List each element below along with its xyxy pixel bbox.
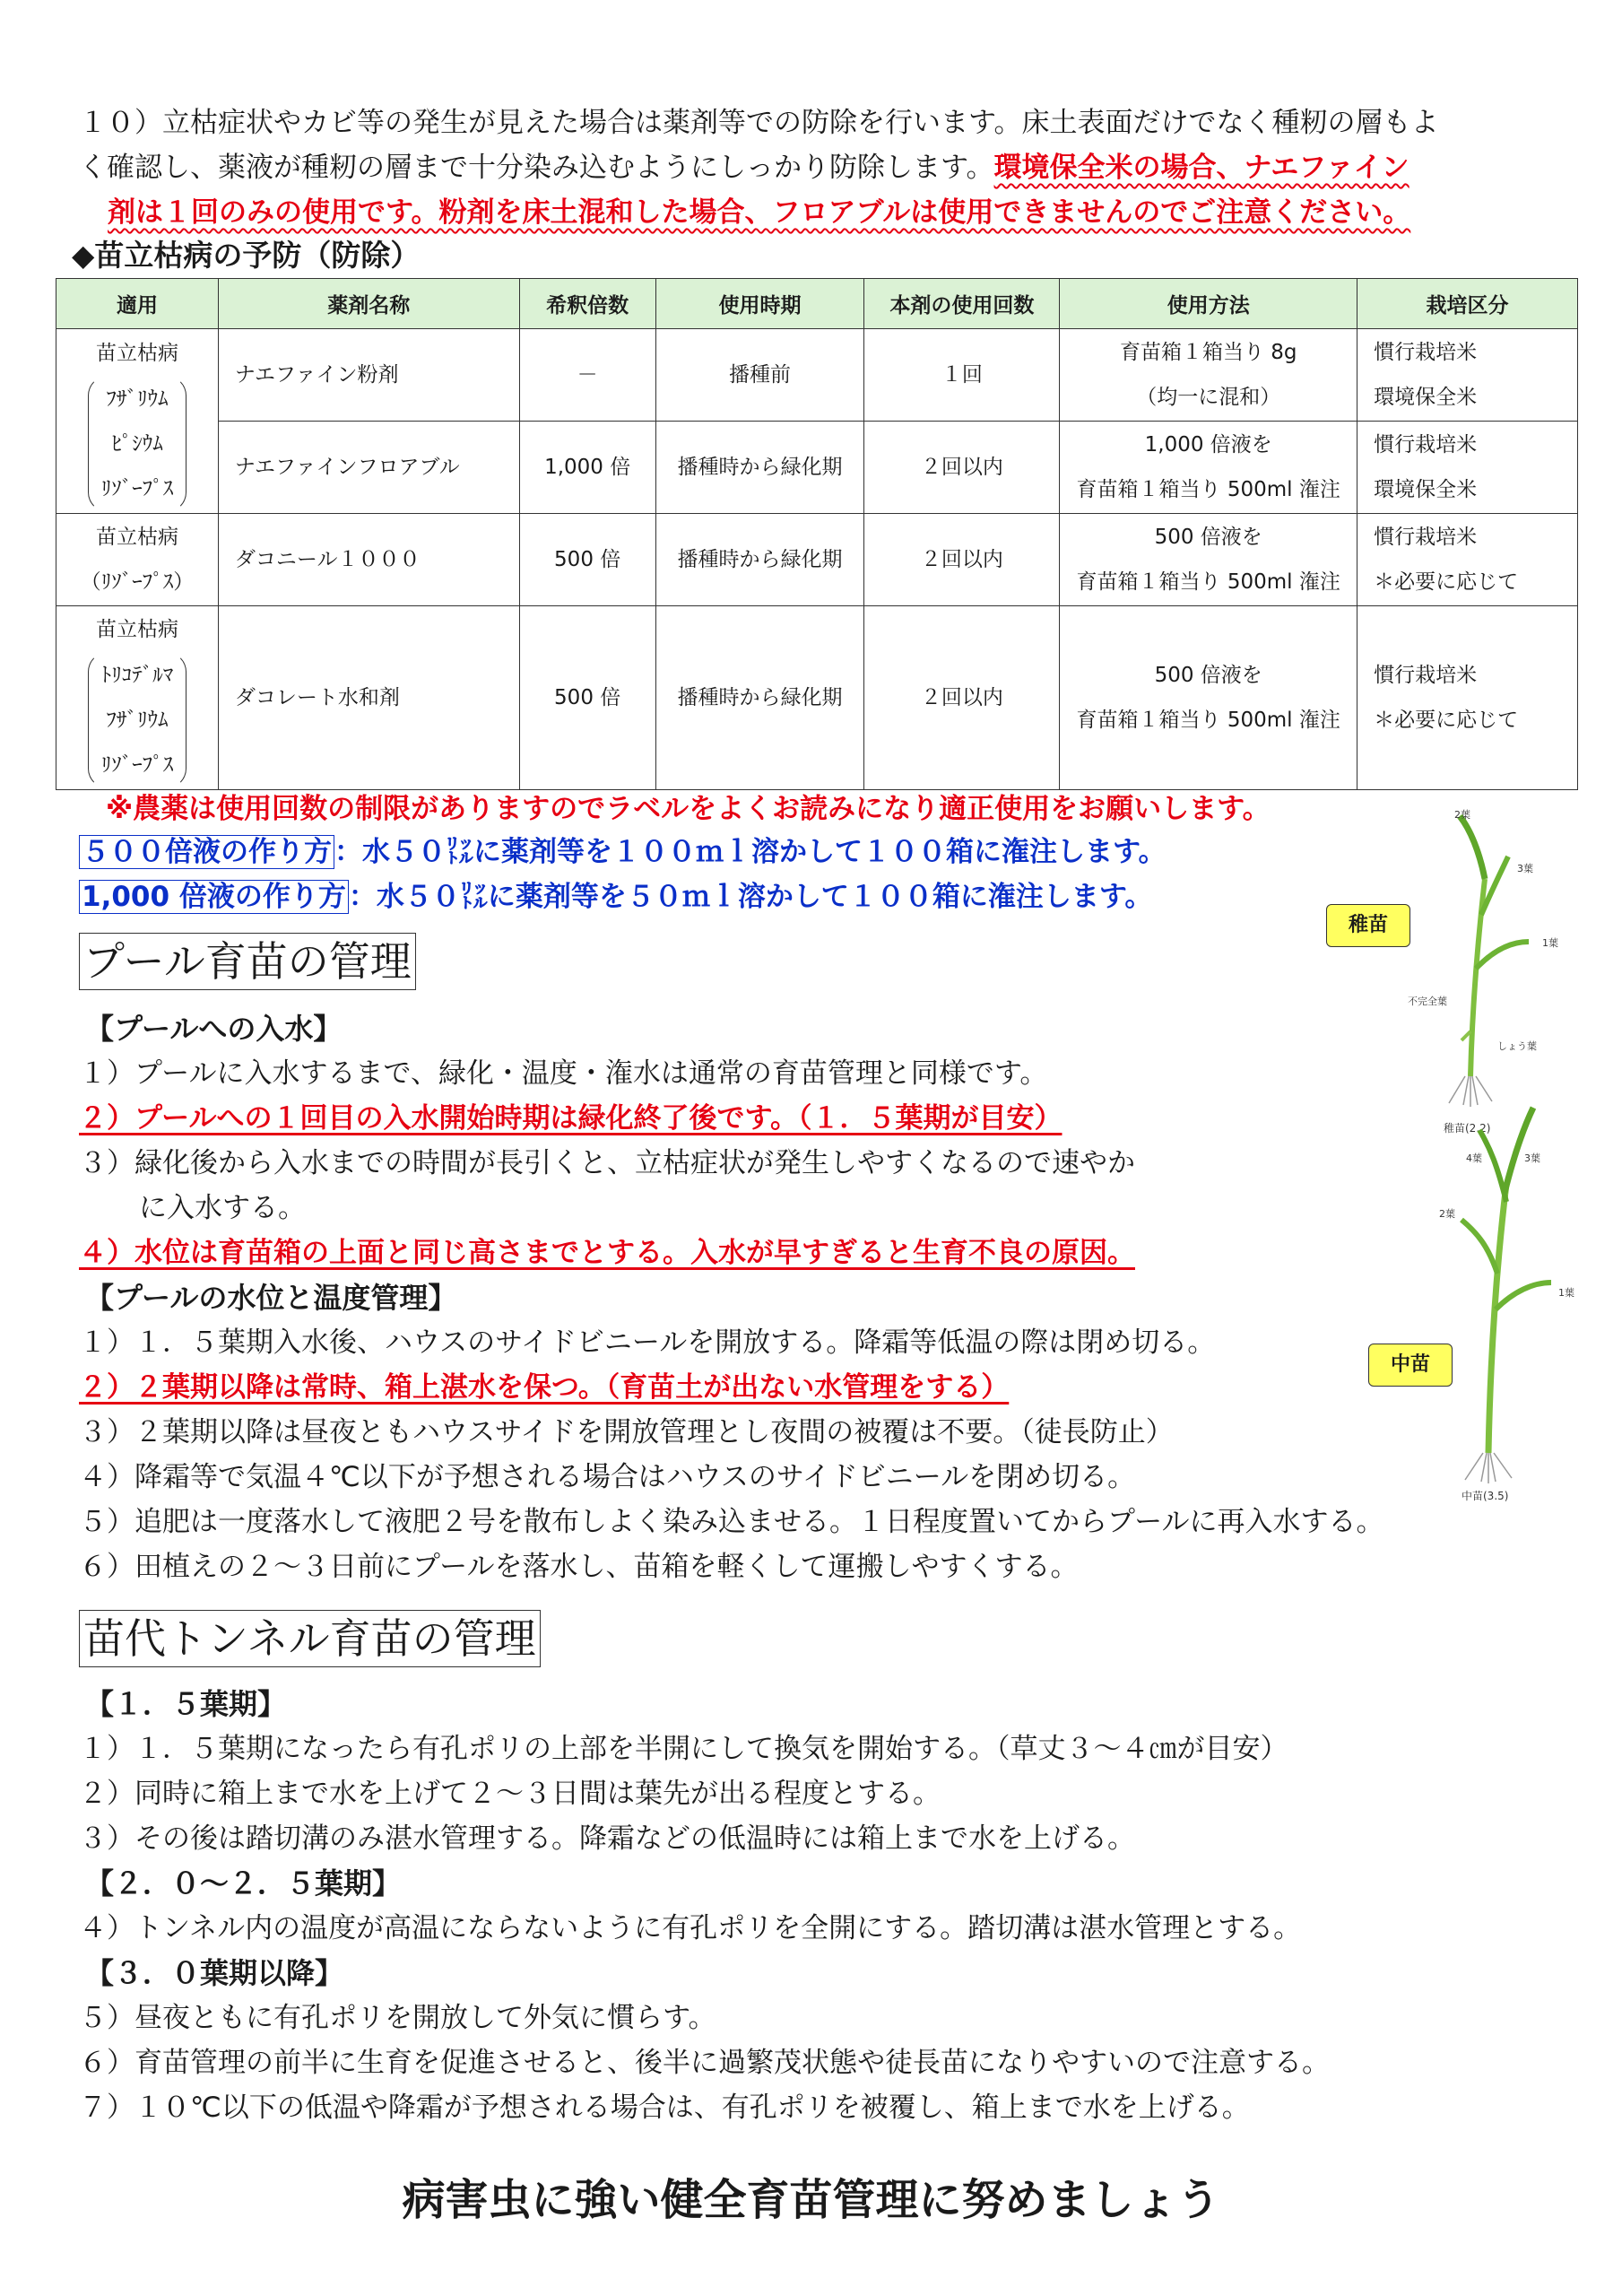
- note-500-label: ５００倍液の作り方: [79, 835, 334, 869]
- header-cell: 薬剤名称: [218, 279, 519, 329]
- usage-time: 播種時から緑化期: [655, 514, 864, 606]
- tunnel-k5: ５）昼夜ともに有孔ポリを開放して外気に慣らす。: [79, 2002, 716, 2034]
- header-cell: 使用時期: [655, 279, 864, 329]
- pool-item-3b: に入水する。: [139, 1192, 306, 1224]
- dilution: 500 倍: [519, 606, 655, 790]
- tunnel-k7: ７）１０℃以下の低温や降霜が予想される場合は、有孔ポリを被覆し、箱上まで水を上げる。: [79, 2092, 1250, 2124]
- intro-line-2a: く確認し、薬液が種籾の層まで十分染み込むようにしっかり防除します。: [79, 152, 994, 184]
- chemical-name: ナエファインフロアブル: [218, 422, 519, 514]
- note-1000: [79, 874, 1152, 919]
- pool-j1: １）１．５葉期入水後、ハウスのサイドビニールを開放する。降霜等低温の際は閉め切る。: [79, 1326, 1216, 1359]
- tunnel-k4: ４）トンネル内の温度が高温にならないように有孔ポリを全開にする。踏切溝は湛水管理とする。: [79, 1912, 1302, 1944]
- pool-j3: ３）２葉期以降は昼夜ともハウスサイドを開放管理とし夜間の被覆は不要。（徒長防止）: [79, 1416, 1174, 1448]
- svg-text:3葉: 3葉: [1524, 1152, 1540, 1164]
- note-1000-text: ：水５０㍑に薬剤等を５０ｍｌ溶かして１００箱に潅注します。: [348, 881, 1153, 913]
- pesticide-warning: ※農薬は使用回数の制限がありますのでラベルをよくお読みになり適正使用をお願いします。: [106, 793, 1271, 825]
- tunnel-sub-2-0: 【２．０～２．５葉期】: [85, 1866, 402, 1900]
- note-1000-label: 1,000 倍液の作り方: [79, 880, 349, 914]
- svg-text:不完全葉: 不完全葉: [1408, 996, 1447, 1007]
- tunnel-k2: ２）同時に箱上まで水を上げて２～３日間は葉先が出る程度とする。: [79, 1778, 941, 1810]
- intro-warning-1: 環境保全米の場合、ナエファイン: [993, 152, 1409, 184]
- header-cell: 栽培区分: [1357, 279, 1578, 329]
- young-seedling-drawing: [1408, 808, 1558, 1135]
- svg-text:4葉: 4葉: [1466, 1152, 1482, 1164]
- note-500: [79, 830, 1167, 874]
- pesticide-table: [56, 278, 1578, 790]
- tunnel-heading: 苗代トンネル育苗の管理: [79, 1610, 541, 1667]
- chemical-name: ダコレート水和剤: [218, 606, 519, 790]
- header-cell: 適用: [56, 279, 219, 329]
- pool-j5: ５）追肥は一度落水して液肥２号を散布しよく染み込ませる。１日程度置いてからプールに再入水する。: [79, 1506, 1384, 1538]
- pathogen-list: [88, 376, 187, 512]
- tunnel-k3: ３）その後は踏切溝のみ湛水管理する。降霜などの低温時には箱上まで水を上げる。: [79, 1822, 1135, 1855]
- pool-heading: プール育苗の管理: [79, 933, 416, 990]
- header-cell: 本剤の使用回数: [864, 279, 1060, 329]
- pool-item-4: ４）水位は育苗箱の上面と同じ高さまでとする。入水が早すぎると生育不良の原因。: [79, 1237, 1135, 1269]
- usage-method: 1,000 倍液を 育苗箱１箱当り 500ml 潅注: [1060, 422, 1357, 514]
- dilution: 1,000 倍: [519, 422, 655, 514]
- table-header-row: [56, 279, 1578, 329]
- svg-text:しょう葉: しょう葉: [1497, 1040, 1537, 1052]
- dilution: －: [519, 329, 655, 422]
- applicable-disease-cell: 苗立枯病 （ﾘｿﾞｰﾌﾟｽ）: [56, 514, 219, 606]
- note-500-text: ：水５０㍑に薬剤等を１００ｍｌ溶かして１００箱に潅注します。: [334, 836, 1167, 868]
- dilution: 500 倍: [519, 514, 655, 606]
- header-cell: 希釈倍数: [519, 279, 655, 329]
- pool-item-3a: ３）緑化後から入水までの時間が長引くと、立枯症状が発生しやすくなるので速やか: [79, 1147, 1135, 1179]
- svg-text:2葉: 2葉: [1454, 809, 1470, 821]
- cultivation-class: 慣行栽培米 環境保全米: [1357, 329, 1578, 422]
- footer-slogan: 病害虫に強い健全育苗管理に努めましょう: [402, 2175, 1220, 2225]
- svg-text:3葉: 3葉: [1517, 863, 1533, 874]
- cultivation-class: 慣行栽培米 ＊必要に応じて: [1357, 606, 1578, 790]
- svg-text:2葉: 2葉: [1439, 1208, 1455, 1220]
- svg-text:中苗(3.5): 中苗(3.5): [1462, 1490, 1509, 1502]
- table-row: [56, 514, 1578, 606]
- pool-j6: ６）田植えの２～３日前にプールを落水し、苗箱を軽くして運搬しやすくする。: [79, 1551, 1079, 1583]
- pathogen: ﾘｿﾞｰﾌﾟｽ: [100, 476, 174, 500]
- table-row: [56, 422, 1578, 514]
- pool-j2: ２）２葉期以降は常時、箱上湛水を保つ。（育苗土が出ない水管理をする）: [79, 1371, 1010, 1404]
- intro-warning-2: 剤は１回のみの使用です。粉剤を床土混和した場合、フロアブルは使用できませんのでご注意ください。: [108, 196, 1411, 229]
- pathogen: ﾋﾟｼｳﾑ: [111, 431, 163, 456]
- tunnel-k1: １）１．５葉期になったら有孔ポリの上部を半開にして換気を開始する。（草丈３～４㎝が目安）: [79, 1733, 1288, 1765]
- pool-sub-water-entry: 【プールへの入水】: [85, 1012, 343, 1046]
- usage-time: 播種前: [655, 329, 864, 422]
- cultivation-class: 慣行栽培米 環境保全米: [1357, 422, 1578, 514]
- pathogen: ﾌｻﾞﾘｳﾑ: [106, 387, 169, 411]
- intro-line-2: [79, 145, 1409, 190]
- chemical-name: ナエファイン粉剤: [218, 329, 519, 422]
- tunnel-k6: ６）育苗管理の前半に生育を促進させると、後半に過繁茂状態や徒長苗になりやすいので注意する。: [79, 2047, 1330, 2079]
- cultivation-class: 慣行栽培米 ＊必要に応じて: [1357, 514, 1578, 606]
- svg-text:稚苗(2.2): 稚苗(2.2): [1444, 1122, 1491, 1135]
- applicable-disease-cell: [56, 329, 219, 514]
- table-row: [56, 606, 1578, 790]
- pathogen-list: ﾄﾘｺﾃﾞﾙﾏ ﾌｻﾞﾘｳﾑ ﾘｿﾞｰﾌﾟｽ: [88, 652, 187, 788]
- pool-j4: ４）降霜等で気温４℃以下が予想される場合はハウスのサイドビニールを閉め切る。: [79, 1461, 1136, 1493]
- pool-item-2: ２）プールへの１回目の入水開始時期は緑化終了後です。（１．５葉期が目安）: [79, 1102, 1063, 1135]
- tunnel-sub-3-0: 【３．０葉期以降】: [85, 1956, 344, 1990]
- young-seedling-tag: 稚苗: [1326, 904, 1410, 947]
- chemical-name: ダコニール１０００: [218, 514, 519, 606]
- usage-count: ２回以内: [864, 422, 1060, 514]
- svg-text:1葉: 1葉: [1558, 1287, 1574, 1299]
- usage-time: 播種時から緑化期: [655, 606, 864, 790]
- usage-count: １回: [864, 329, 1060, 422]
- svg-text:1葉: 1葉: [1542, 937, 1558, 949]
- header-cell: 使用方法: [1060, 279, 1357, 329]
- seedling-illustration: [1408, 807, 1596, 1507]
- tunnel-sub-1-5: 【１．５葉期】: [85, 1687, 287, 1721]
- intro-line-1: １０）立枯症状やカビ等の発生が見えた場合は薬剤等での防除を行います。床土表面だけでなく種籾の層もよ: [79, 107, 1439, 139]
- table-row: [56, 329, 1578, 422]
- mid-seedling-tag: 中苗: [1368, 1344, 1453, 1387]
- mid-seedling-drawing: [1439, 1108, 1574, 1502]
- usage-method: 育苗箱１箱当り 8g （均一に混和）: [1060, 329, 1357, 422]
- usage-time: 播種時から緑化期: [655, 422, 864, 514]
- usage-count: ２回以内: [864, 514, 1060, 606]
- pool-item-1: １）プールに入水するまで、緑化・温度・潅水は通常の育苗管理と同様です。: [79, 1057, 1048, 1090]
- applicable-disease-cell: [56, 606, 219, 790]
- disease-title: 苗立枯病: [95, 341, 178, 365]
- table-title: ◆苗立枯病の予防（防除）: [72, 238, 421, 273]
- usage-method: 500 倍液を 育苗箱１箱当り 500ml 潅注: [1060, 514, 1357, 606]
- usage-method: 500 倍液を 育苗箱１箱当り 500ml 潅注: [1060, 606, 1357, 790]
- usage-count: ２回以内: [864, 606, 1060, 790]
- disease-title: 苗立枯病: [95, 618, 178, 641]
- pool-sub-water-temp: 【プールの水位と温度管理】: [85, 1281, 457, 1315]
